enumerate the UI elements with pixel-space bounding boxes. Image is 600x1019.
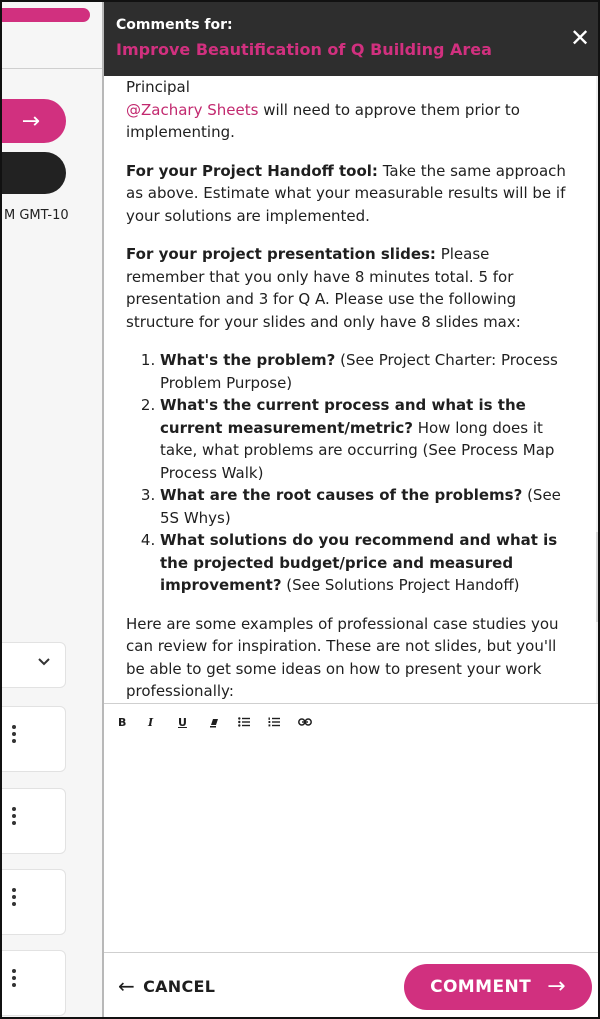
background-divider — [2, 68, 102, 69]
background-card[interactable] — [2, 950, 66, 1016]
list-item-bold: What's the problem? — [160, 351, 336, 369]
comment-paragraph — [126, 243, 572, 333]
numbered-list-icon — [268, 717, 280, 727]
list-item-bold: What solutions do you recommend and what is the projected budget/price and measured improvement? — [160, 531, 558, 594]
background-next-button[interactable] — [2, 99, 66, 143]
italic-button[interactable]: I — [148, 715, 154, 729]
list-item-text: How long does it take, what problems are occurring (See Process Map Process Walk) — [160, 418, 555, 482]
drawer-title: Improve Beautification of Q Building Area — [116, 40, 492, 59]
highlighter-icon — [208, 716, 220, 728]
background-dark-button[interactable] — [2, 152, 66, 194]
comment-button[interactable] — [404, 964, 592, 1010]
slide-structure-list — [160, 349, 572, 597]
background-page — [2, 2, 102, 1019]
arrow-right-icon: → — [21, 108, 40, 134]
drawer-kicker: Comments for: — [116, 17, 233, 33]
background-card[interactable] — [2, 788, 66, 854]
comment-text: Principal — [126, 78, 190, 96]
list-item-text: (See Project Charter: Process Problem Purpose) — [160, 351, 558, 392]
chevron-down-icon — [37, 655, 51, 671]
scrollbar-track[interactable] — [596, 76, 600, 704]
list-item-text: (See 5S Whys) — [160, 486, 561, 527]
bullet-list-button[interactable] — [238, 712, 268, 732]
comment-label: COMMENT — [430, 977, 532, 997]
background-card[interactable] — [2, 706, 66, 772]
drawer-footer — [104, 952, 600, 1019]
comment-editor[interactable] — [104, 734, 600, 952]
scrollbar-thumb[interactable] — [596, 532, 600, 622]
background-card[interactable] — [2, 869, 66, 935]
user-mention[interactable]: @Zachary Sheets — [126, 100, 259, 119]
list-item-bold: What's the current process and what is the current measurement/metric? — [160, 396, 526, 437]
kebab-menu-icon[interactable] — [10, 725, 18, 743]
list-item — [160, 484, 572, 529]
highlight-button[interactable] — [208, 712, 238, 732]
comment-thread[interactable] — [104, 76, 600, 704]
arrow-left-icon: ← — [118, 974, 136, 998]
close-button[interactable] — [570, 24, 591, 52]
kebab-menu-icon[interactable] — [10, 969, 18, 987]
background-timezone-text: M GMT-10 — [4, 208, 69, 223]
bold-button[interactable]: B — [118, 715, 127, 729]
numbered-list-button[interactable] — [268, 712, 298, 732]
list-item-bold: What are the root causes of the problems? — [160, 486, 523, 504]
kebab-menu-icon[interactable] — [10, 807, 18, 825]
comment-text: Take the same approach as above. Estimate what your measurable results will be if your solutions are implemented. — [126, 161, 566, 225]
list-item — [160, 394, 572, 484]
comment-text: Please remember that you only have 8 minutes total. 5 for presentation and 3 for Q A. Please use the following structure for your slides and only have 8 slides max: — [126, 245, 521, 331]
formatting-toolbar — [118, 712, 328, 732]
bullet-list-icon — [238, 717, 250, 727]
comment-paragraph: Here are some examples of professional case studies you can review for inspiration. These are not slides, but you'll be able to get some ideas on how to present your work professionally: — [126, 614, 559, 700]
link-button[interactable] — [298, 712, 328, 732]
comments-drawer — [102, 2, 600, 1019]
list-item-text: (See Solutions Project Handoff) — [281, 576, 520, 594]
comment-body — [126, 76, 572, 703]
underline-button[interactable]: U — [178, 715, 187, 729]
list-item — [160, 349, 572, 394]
comment-paragraph — [126, 76, 572, 144]
arrow-right-icon: → — [547, 974, 566, 999]
background-dropdown[interactable] — [2, 642, 66, 688]
cancel-button[interactable] — [118, 976, 215, 996]
list-item — [160, 529, 572, 597]
comment-bold-text: For your Project Handoff tool: — [126, 161, 378, 180]
drawer-header — [104, 2, 600, 76]
kebab-menu-icon[interactable] — [10, 888, 18, 906]
comment-paragraph — [126, 160, 572, 228]
link-icon — [298, 718, 312, 726]
close-icon: ✕ — [570, 24, 591, 52]
comment-bold-text: For your project presentation slides: — [126, 245, 436, 263]
background-progress-bar — [2, 8, 90, 22]
cancel-label: CANCEL — [143, 976, 216, 996]
comment-text: will need to approve them prior to implementing. — [126, 100, 520, 141]
